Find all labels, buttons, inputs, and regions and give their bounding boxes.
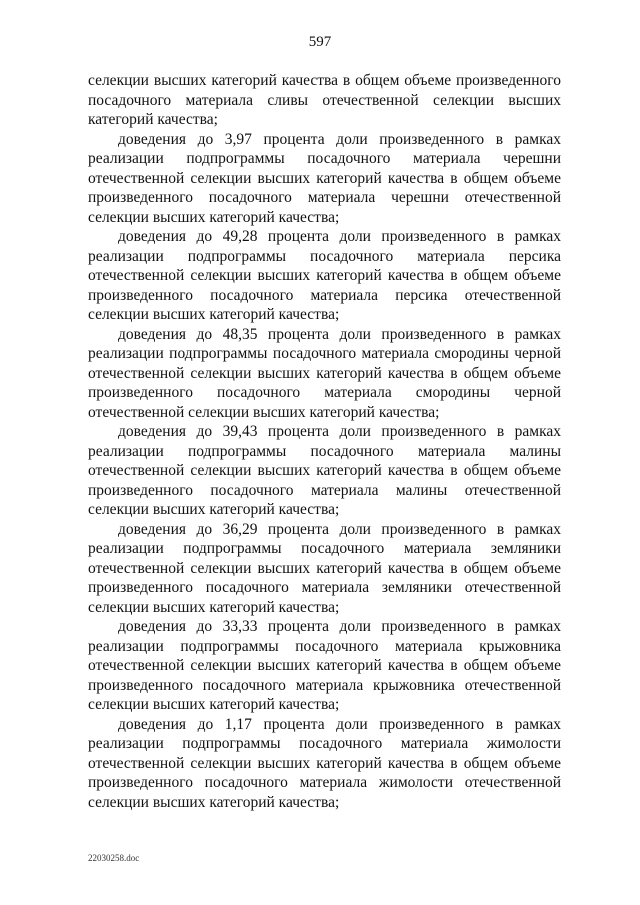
paragraph-continuation: селекции высших категорий качества в общем объеме произведенного посадочного материала сливы отечественной селекции высших категорий качества; xyxy=(88,72,561,128)
paragraph-honeysuckle: доведения до 1,17 процента доли произведенного в рамках реализации подпрограммы посадочного материала жимолости отечественной селекции высших категорий качества в общем объеме произведенного посадочного материала жимолости отечественной селекции высших категорий качества; xyxy=(88,715,561,811)
page-number: 597 xyxy=(308,34,332,50)
footer-doc-code: 22030258.doc xyxy=(88,853,140,863)
paragraph-gooseberry: доведения до 33,33 процента доли произведенного в рамках реализации подпрограммы посадочного материала крыжовника отечественной селекции высших категорий качества в общем объеме произведенного посадочного материала крыжовника отечественной селекции высших категорий качества; xyxy=(88,618,561,713)
paragraph-peach: доведения до 49,28 процента доли произведенного в рамках реализации подпрограммы посадочного материала персика отечественной селекции высших категорий качества в общем объеме произведенного посадочного материала персика отечественной селекции высших категорий качества; xyxy=(88,228,561,323)
paragraph-blackcurrant: доведения до 48,35 процента доли произведенного в рамках реализации подпрограммы посадочного материала смородины черной отечественной селекции высших категорий качества в общем объеме произведенного посадочного материала смородины черной отечественной селекции высших категорий качества; xyxy=(88,325,561,421)
paragraph-cherry: доведения до 3,97 процента доли произведенного в рамках реализации подпрограммы посадочного материала черешни отечественной селекции высших категорий качества в общем объеме произведенного посадочного материала черешни отечественной селекции высших категорий качества; xyxy=(88,130,561,226)
document-body xyxy=(88,71,561,812)
paragraph-strawberry: доведения до 36,29 процента доли произведенного в рамках реализации подпрограммы посадочного материала земляники отечественной селекции высших категорий качества в общем объеме произведенного посадочного материала земляники отечественной селекции высших категорий качества; xyxy=(88,520,561,616)
paragraph-raspberry: доведения до 39,43 процента доли произведенного в рамках реализации подпрограммы посадочного материала малины отечественной селекции высших категорий качества в общем объеме произведенного посадочного материала малины отечественной селекции высших категорий качества; xyxy=(88,423,561,518)
